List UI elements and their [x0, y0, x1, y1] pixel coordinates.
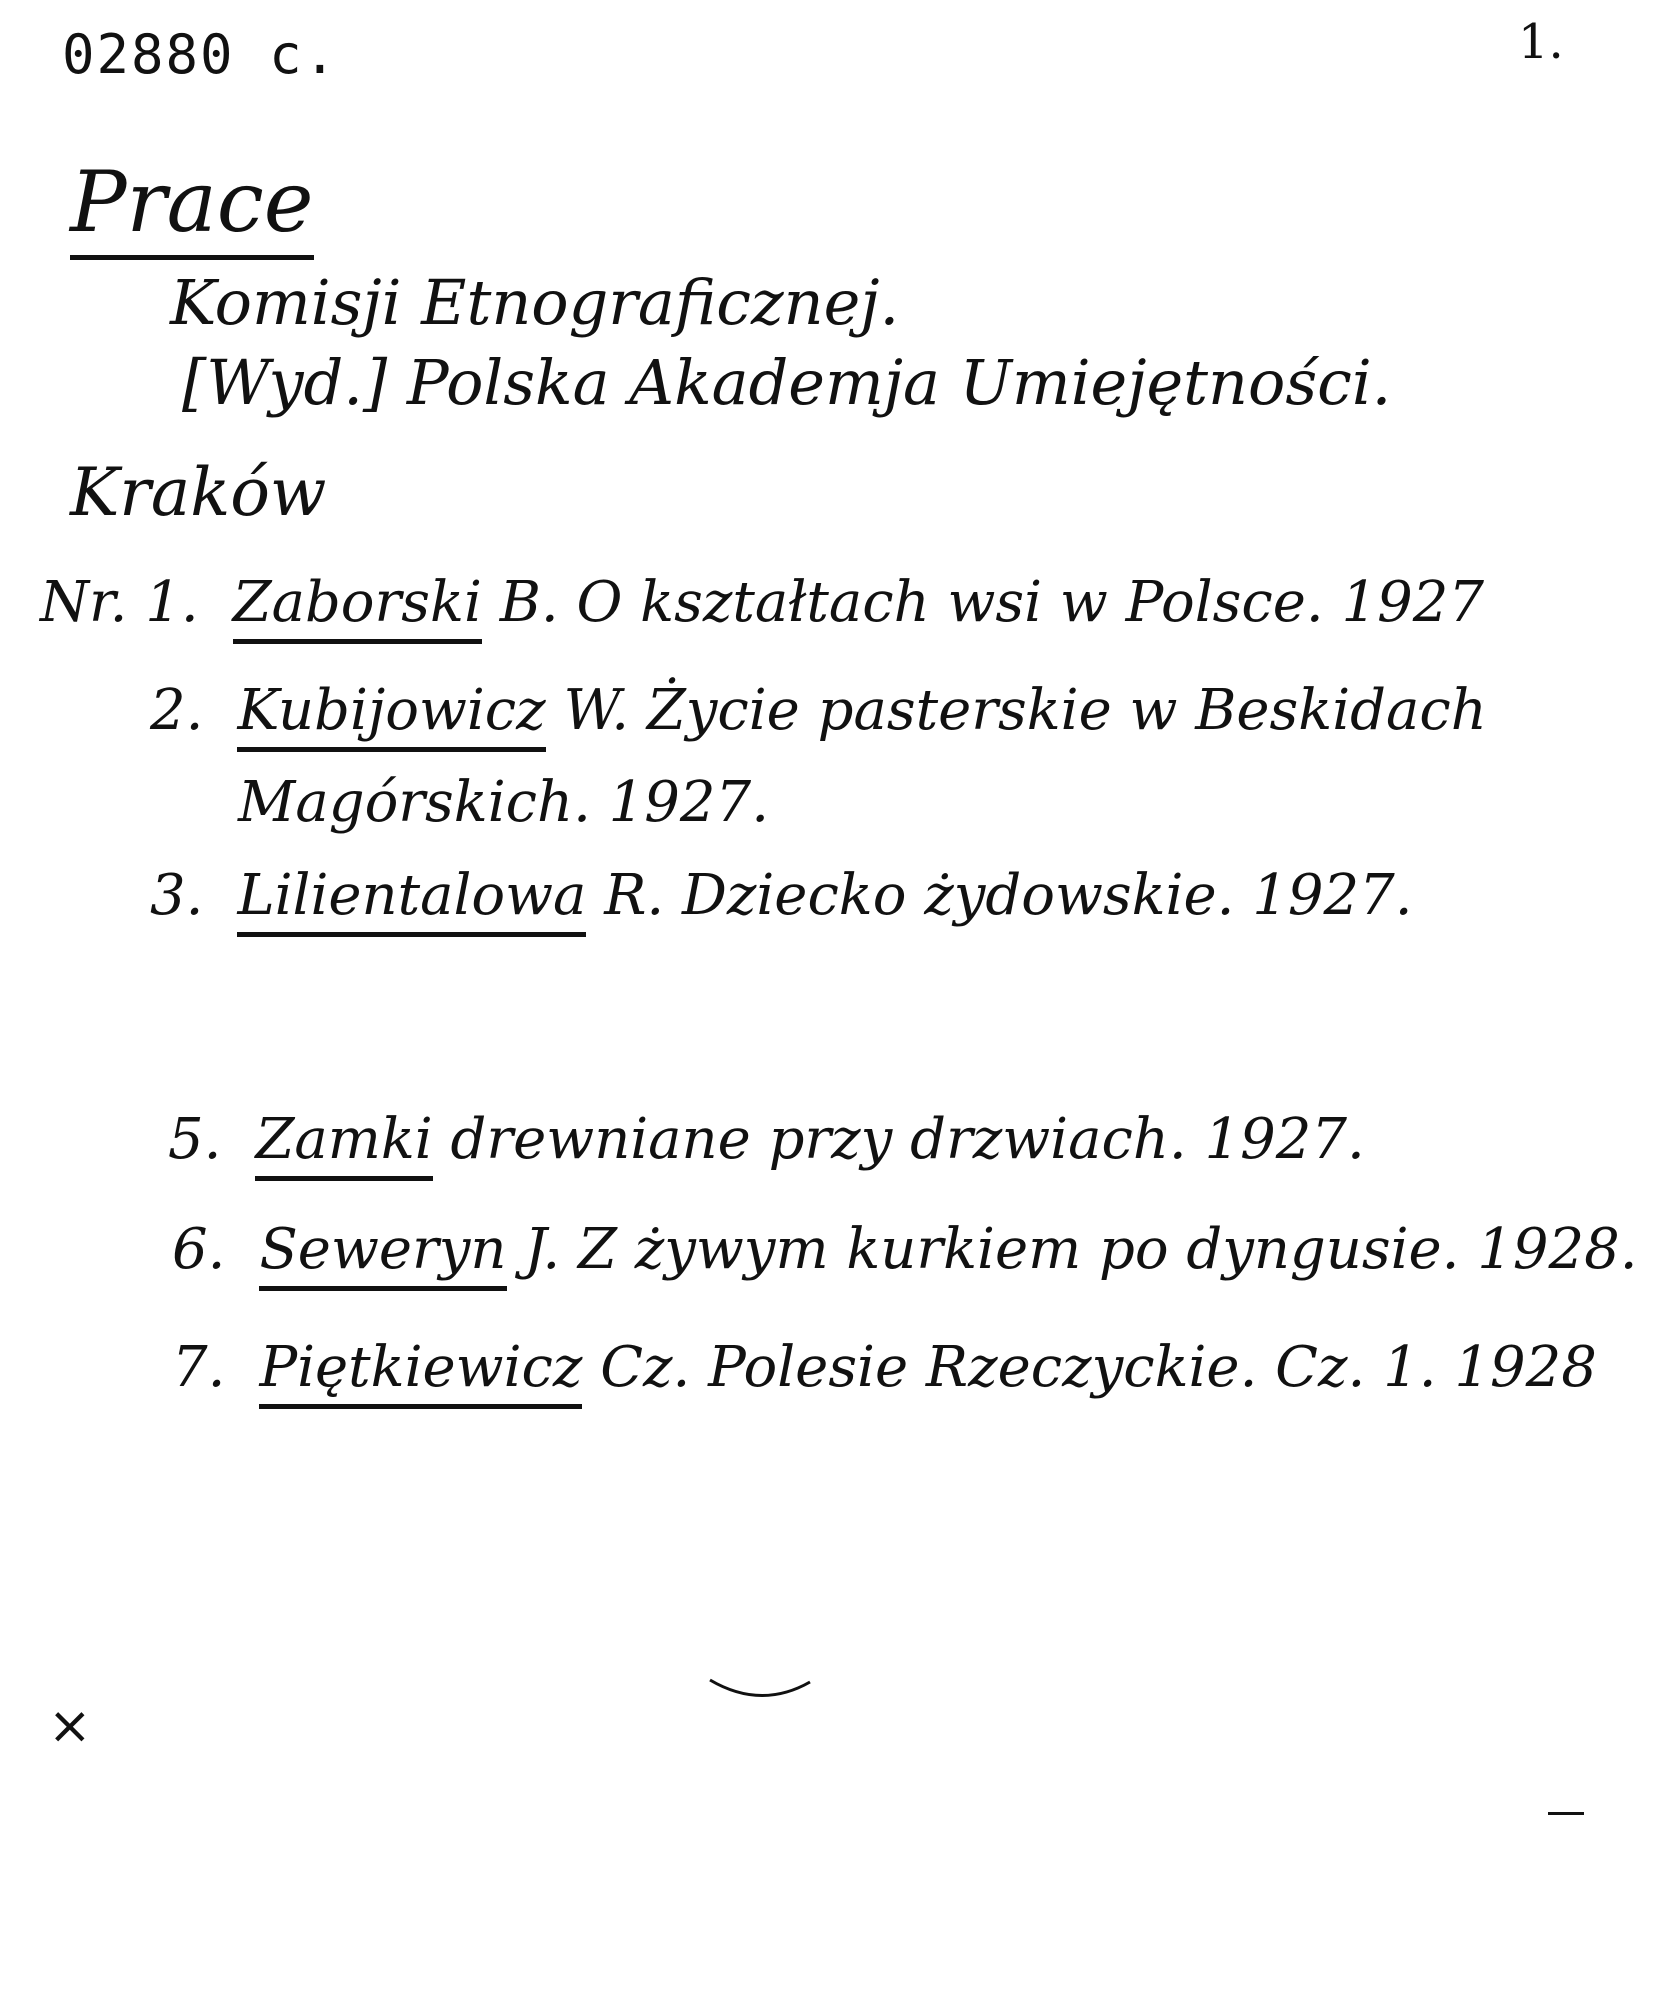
pen-stroke-mark [706, 1672, 816, 1712]
entry-author: Zamki [255, 1107, 432, 1181]
list-item [238, 770, 769, 835]
entry-title: Cz. Polesie Rzeczyckie. Cz. 1. 1928 [600, 1335, 1597, 1400]
entry-author: Piętkiewicz [259, 1335, 582, 1409]
card-page-number: 1. [1518, 14, 1564, 70]
list-item [172, 1217, 1638, 1282]
series-title-text: Prace [70, 153, 314, 260]
entry-author: Seweryn [259, 1217, 506, 1291]
entry-author: Zaborski [233, 570, 482, 644]
entry-number: 3. [150, 863, 204, 928]
entry-number: 5. [168, 1107, 222, 1172]
list-item [172, 1335, 1597, 1400]
entry-number: 2. [150, 678, 204, 743]
entry-author: Kubijowicz [237, 678, 545, 752]
margin-cross-mark: × [48, 1696, 92, 1756]
entry-title: B. O kształtach wsi w Polsce. 1927 [499, 570, 1485, 635]
list-item [40, 570, 1485, 635]
series-title [70, 153, 314, 251]
entry-title: W. Życie pasterskie w Beskidach [563, 678, 1487, 743]
entry-number: Nr. 1. [40, 570, 199, 635]
entry-title: R. Dziecko żydowskie. 1927. [604, 863, 1413, 928]
list-item [150, 863, 1413, 928]
margin-dash-mark [1548, 1812, 1584, 1815]
publisher: [Wyd.] Polska Akademja Umiejętności. [182, 346, 1392, 419]
call-number: 02880 c. [62, 23, 339, 86]
list-item [150, 678, 1487, 743]
series-title-line2: Komisji Etnograficznej. [170, 266, 900, 339]
entry-title: J. Z żywym kurkiem po dyngusie. 1928. [524, 1217, 1638, 1282]
place-of-publication: Kraków [70, 454, 327, 531]
list-item [168, 1107, 1365, 1172]
entry-title: drewniane przy drzwiach. 1927. [450, 1107, 1365, 1172]
entry-number: 7. [172, 1335, 226, 1400]
entry-number: 6. [172, 1217, 226, 1282]
entry-author: Lilientalowa [237, 863, 586, 937]
entry-title-continued: Magórskich. 1927. [238, 770, 769, 835]
